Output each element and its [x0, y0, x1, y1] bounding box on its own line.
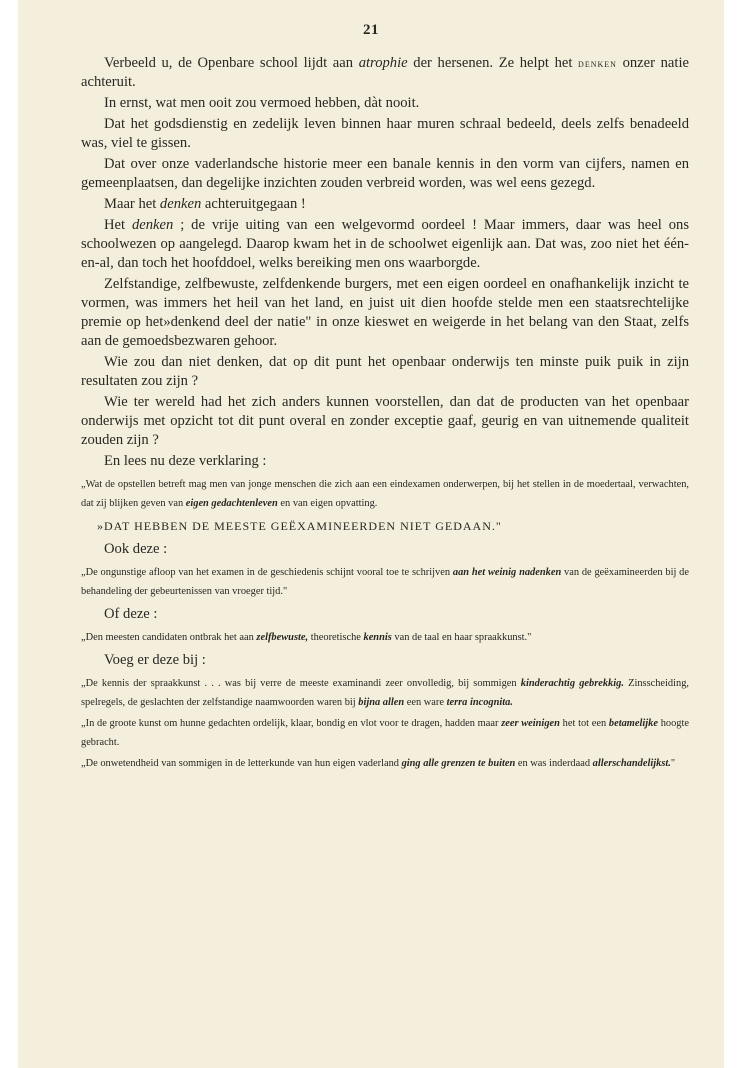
- book-page: [18, 0, 724, 1068]
- paragraph: [81, 195, 689, 214]
- emphasis-text: kinderachtig gebrekkig.: [520, 678, 624, 689]
- emphasis-text: zeer weinigen: [501, 718, 560, 729]
- text-run: onzer natie achteruit.: [81, 55, 689, 90]
- text-run: „De ongunstige afloop van het examen in de geschiedenis schijnt vooral toe te schrijven: [81, 567, 453, 578]
- quote-block: [81, 674, 689, 773]
- quote-paragraph: [81, 674, 689, 712]
- emphasis-text: zelfbewuste,: [256, 632, 309, 643]
- page-number: 21: [363, 22, 379, 38]
- text-run: „De kennis der spraakkunst . . . was bij verre de meeste examinandi zeer onvolledig, bij sommigen: [81, 678, 521, 689]
- emphasis-text: allerschandelijkst.: [592, 758, 671, 769]
- quote-paragraph: [81, 475, 689, 513]
- quote-block: [81, 475, 689, 513]
- paragraph: [81, 216, 689, 273]
- quote-block: [81, 628, 689, 647]
- text-run: „De onwetendheid van sommigen in de letterkunde van hun eigen vaderland: [81, 758, 402, 769]
- emphasis-text: terra incognita.: [446, 697, 513, 708]
- paragraph: En lees nu deze verklaring :: [104, 453, 267, 469]
- section-label: Of deze :: [104, 606, 158, 622]
- text-run: „Den meesten candidaten ontbrak het aan: [81, 632, 257, 643]
- emphasis-text: ging alle grenzen te buiten: [401, 758, 516, 769]
- text-run: Maar het: [104, 196, 160, 212]
- text-run: ; de vrije uiting van een welgevormd oordeel ! Maar immers, daar was heel ons schoolwezen op aangelegd. Daarop kwam het in de schoolwet eigenlijk aan. Dat was, zoo niet het één-en-al, dan toch het hoofddoel, welks bereiking men ons waarborgde.: [81, 217, 689, 271]
- emphasis-text: betamelijke: [608, 718, 658, 729]
- text-run: der hersenen. Ze helpt het: [407, 55, 579, 71]
- paragraph: Wie zou dan niet denken, dat op dit punt het openbaar onderwijs ten minste puik puik in zijn resultaten zou zijn ?: [81, 354, 689, 389]
- text-run: en was inderdaad: [515, 758, 593, 769]
- page-body: [81, 54, 689, 777]
- paragraph: Dat over onze vaderlandsche historie meer een banale kennis in den vorm van cijfers, namen en gemeenplaatsen, dan degelijke inzichten zouden verbreid worden, was wel eens gezegd.: [81, 156, 689, 191]
- text-run: „In de groote kunst om hunne gedachten ordelijk, klaar, bondig en vlot voor te dragen, hadden maar: [81, 718, 502, 729]
- spaced-text: denken: [578, 56, 617, 70]
- text-run: van de taal en haar spraakkunst.": [391, 632, 532, 643]
- paragraph: Wie ter wereld had het zich anders kunnen voorstellen, dan dat de producten van het openbaar onderwijs met opzicht tot dit punt overal en zonder exceptie gaaf, geurig en van uitnemende qualiteit zouden zijn ?: [81, 394, 689, 448]
- emphasis-text: kennis: [363, 632, 392, 643]
- paragraph: In ernst, wat men ooit zou vermoed hebben, dàt nooit.: [104, 95, 420, 111]
- text-run: Verbeeld u, de Openbare school lijdt aan: [104, 55, 359, 71]
- quote-paragraph: [81, 714, 689, 752]
- section-label: Voeg er deze bij :: [104, 652, 206, 668]
- emphasis-text: aan het weinig nadenken: [452, 567, 562, 578]
- emphasis-text: denken: [131, 217, 174, 233]
- text-run: het tot een: [559, 718, 609, 729]
- text-run: ": [670, 758, 676, 769]
- emphasis-text: atrophie: [358, 55, 408, 71]
- paragraph: Dat het godsdienstig en zedelijk leven binnen haar muren schraal bedeeld, deels zelfs benadeeld was, viel te gissen.: [81, 116, 689, 151]
- text-run: van de geëxamineerden bij de behandeling der gebeurtenissen van vroeger tijd.": [81, 567, 689, 597]
- text-run: en van eigen opvatting.: [277, 498, 378, 509]
- text-run: „Wat de opstellen betreft mag men van jonge menschen die zich aan een eindexamen onderwerpen, bij het stellen in de moedertaal, verwachten, dat zij blijken geven van: [81, 479, 689, 509]
- emphasis-text: eigen gedachtenleven: [185, 498, 278, 509]
- quote-paragraph: [81, 563, 689, 601]
- text-run: Het: [104, 217, 132, 233]
- emphasis-text: denken: [159, 196, 202, 212]
- text-run: achteruitgegaan !: [201, 196, 306, 212]
- section-label: Ook deze :: [104, 541, 168, 557]
- text-run: hoogte gebracht.: [81, 718, 689, 748]
- paragraph: [81, 54, 689, 92]
- text-run: Zinsscheiding, spelregels, de geslachten der zelfstandige naamwoorden waren bij: [81, 678, 689, 708]
- quote-paragraph: [81, 628, 689, 647]
- quote-paragraph: [81, 754, 689, 773]
- text-run: een ware: [404, 697, 447, 708]
- text-run: theoretische: [308, 632, 364, 643]
- emphasis-text: bijna allen: [358, 697, 405, 708]
- paragraph: Zelfstandige, zelfbewuste, zelfdenkende burgers, met een eigen oordeel en onafhankelijk inzicht te vormen, was immers het heil van het land, en juist uit dien hoofde stelde men een staatsrechtelijke premie op het»denkend deel der natie" in onze kieswet en weigerde in het belang van den Staat, zelfs aan de gemoedsbezwaren gehoor.: [81, 276, 689, 349]
- quote-block: [81, 563, 689, 601]
- emphasis-line: »DAT HEBBEN DE MEESTE GEËXAMINEERDEN NIET GEDAAN.": [97, 519, 502, 533]
